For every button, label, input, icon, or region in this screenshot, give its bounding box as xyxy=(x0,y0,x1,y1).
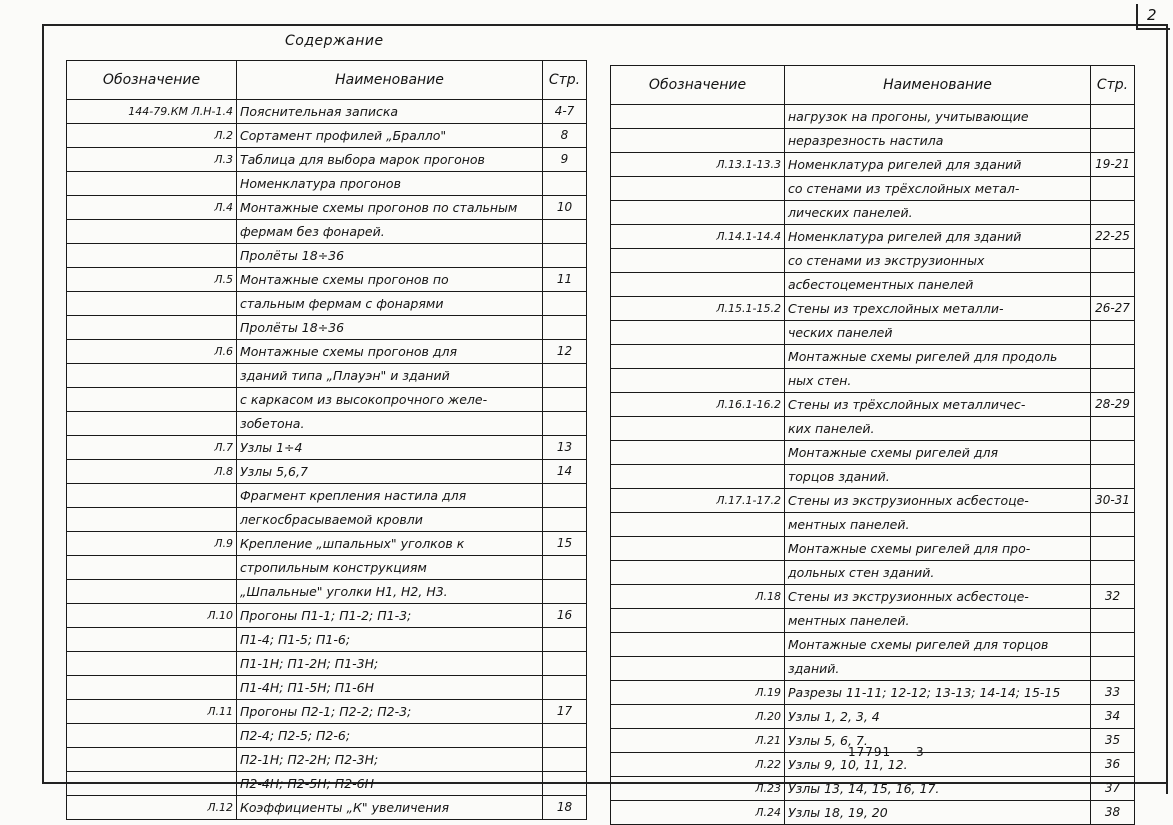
row-page xyxy=(1091,561,1135,585)
table-row xyxy=(611,177,1135,201)
table-row xyxy=(67,508,587,532)
drawing-frame-right-edge xyxy=(1166,24,1168,794)
table-row xyxy=(611,297,1135,321)
row-designation: Л.19 xyxy=(611,681,785,705)
table-row xyxy=(67,532,587,556)
contents-table-left xyxy=(66,60,587,820)
table-row xyxy=(611,225,1135,249)
table-row xyxy=(67,268,587,292)
row-name: Стены из экструзионных асбестоце- xyxy=(785,585,1091,609)
row-page xyxy=(1091,465,1135,489)
row-designation: Л.22 xyxy=(611,753,785,777)
row-name: Номенклатура прогонов xyxy=(237,172,543,196)
table-row xyxy=(611,465,1135,489)
row-name: Прогоны П2-1; П2-2; П2-3; xyxy=(237,700,543,724)
table-row xyxy=(611,153,1135,177)
row-page xyxy=(543,772,587,796)
row-page xyxy=(1091,657,1135,681)
table-row xyxy=(611,513,1135,537)
row-designation xyxy=(611,441,785,465)
header-page: Стр. xyxy=(543,61,587,100)
row-page xyxy=(1091,249,1135,273)
table-row xyxy=(67,604,587,628)
page-title: Содержание xyxy=(285,33,384,49)
row-page xyxy=(543,292,587,316)
table-row xyxy=(67,172,587,196)
row-page xyxy=(1091,633,1135,657)
row-designation: Л.24 xyxy=(611,801,785,825)
row-page: 16 xyxy=(543,604,587,628)
row-page xyxy=(1091,177,1135,201)
table-row xyxy=(67,676,587,700)
row-name: П1-1Н; П1-2Н; П1-3Н; xyxy=(237,652,543,676)
table-row xyxy=(67,748,587,772)
row-designation: Л.2 xyxy=(67,124,237,148)
row-page xyxy=(1091,609,1135,633)
row-name: Узлы 5, 6, 7. xyxy=(785,729,1091,753)
table-row xyxy=(611,129,1135,153)
row-page xyxy=(1091,105,1135,129)
row-page: 22-25 xyxy=(1091,225,1135,249)
row-name: П1-4; П1-5; П1-6; xyxy=(237,628,543,652)
row-designation xyxy=(611,177,785,201)
table-row xyxy=(67,412,587,436)
row-designation xyxy=(611,105,785,129)
row-designation xyxy=(67,556,237,580)
row-designation xyxy=(611,417,785,441)
row-page: 36 xyxy=(1091,753,1135,777)
header-name: Наименование xyxy=(237,61,543,100)
row-name: ментных панелей. xyxy=(785,513,1091,537)
row-page: 35 xyxy=(1091,729,1135,753)
row-designation xyxy=(67,484,237,508)
row-name: с каркасом из высокопрочного желе- xyxy=(237,388,543,412)
row-name: Монтажные схемы ригелей для xyxy=(785,441,1091,465)
row-designation xyxy=(611,369,785,393)
row-designation xyxy=(611,657,785,681)
row-name: зданий. xyxy=(785,657,1091,681)
row-name: П2-4Н; П2-5Н; П2-6Н xyxy=(237,772,543,796)
inventory-number: 17791 xyxy=(848,745,892,759)
table-row xyxy=(67,148,587,172)
row-name: асбестоцементных панелей xyxy=(785,273,1091,297)
row-designation xyxy=(611,345,785,369)
row-page xyxy=(543,364,587,388)
row-page xyxy=(1091,537,1135,561)
row-designation xyxy=(67,316,237,340)
footer-page-number: 3 xyxy=(916,745,925,759)
row-name: Крепление „шпальных" уголков к xyxy=(237,532,543,556)
row-page xyxy=(1091,201,1135,225)
table-row xyxy=(611,561,1135,585)
row-name: нагрузок на прогоны, учитывающие xyxy=(785,105,1091,129)
row-designation: Л.18 xyxy=(611,585,785,609)
row-name: Монтажные схемы прогонов для xyxy=(237,340,543,364)
header-designation: Обозначение xyxy=(67,61,237,100)
table-row xyxy=(67,772,587,796)
row-designation xyxy=(67,388,237,412)
row-page xyxy=(543,508,587,532)
row-designation: Л.20 xyxy=(611,705,785,729)
row-designation: Л.7 xyxy=(67,436,237,460)
table-row xyxy=(611,489,1135,513)
row-designation xyxy=(611,465,785,489)
row-designation xyxy=(611,513,785,537)
row-name: П2-4; П2-5; П2-6; xyxy=(237,724,543,748)
row-page xyxy=(543,412,587,436)
row-designation xyxy=(67,580,237,604)
row-page: 26-27 xyxy=(1091,297,1135,321)
sheet-number-box xyxy=(1136,4,1170,30)
row-page xyxy=(543,628,587,652)
row-page xyxy=(543,748,587,772)
row-designation: Л.13.1-13.3 xyxy=(611,153,785,177)
table-row xyxy=(611,249,1135,273)
row-designation xyxy=(611,633,785,657)
table-row xyxy=(67,556,587,580)
row-designation: Л.11 xyxy=(67,700,237,724)
row-name: Сортамент профилей „Бралло" xyxy=(237,124,543,148)
contents-left-body xyxy=(67,100,587,820)
table-row xyxy=(611,681,1135,705)
row-page: 4-7 xyxy=(543,100,587,124)
row-name: Таблица для выбора марок прогонов xyxy=(237,148,543,172)
row-designation: Л.16.1-16.2 xyxy=(611,393,785,417)
row-name: ментных панелей. xyxy=(785,609,1091,633)
table-row xyxy=(67,388,587,412)
table-row xyxy=(67,580,587,604)
header-designation: Обозначение xyxy=(611,66,785,105)
row-name: Узлы 5,6,7 xyxy=(237,460,543,484)
row-name: ких панелей. xyxy=(785,417,1091,441)
table-row xyxy=(67,196,587,220)
row-designation xyxy=(67,628,237,652)
table-row xyxy=(611,201,1135,225)
row-page: 19-21 xyxy=(1091,153,1135,177)
row-name: Коэффициенты „К" увеличения xyxy=(237,796,543,820)
table-row xyxy=(611,105,1135,129)
table-row xyxy=(611,801,1135,825)
table-row xyxy=(611,537,1135,561)
row-name: Узлы 1÷4 xyxy=(237,436,543,460)
row-designation: Л.3 xyxy=(67,148,237,172)
row-designation xyxy=(611,561,785,585)
row-designation xyxy=(67,292,237,316)
sheet-number: 2 xyxy=(1147,6,1157,24)
header-page: Стр. xyxy=(1091,66,1135,105)
row-name: Разрезы 11-11; 12-12; 13-13; 14-14; 15-15 xyxy=(785,681,1091,705)
row-designation xyxy=(67,244,237,268)
row-page: 33 xyxy=(1091,681,1135,705)
row-designation xyxy=(67,220,237,244)
row-page xyxy=(1091,129,1135,153)
row-page: 28-29 xyxy=(1091,393,1135,417)
table-row xyxy=(611,633,1135,657)
row-name: Узлы 9, 10, 11, 12. xyxy=(785,753,1091,777)
row-designation: Л.15.1-15.2 xyxy=(611,297,785,321)
table-row xyxy=(67,100,587,124)
row-designation xyxy=(67,676,237,700)
row-name: „Шпальные" уголки Н1, Н2, Н3. xyxy=(237,580,543,604)
row-page xyxy=(543,676,587,700)
row-designation xyxy=(611,249,785,273)
row-page: 18 xyxy=(543,796,587,820)
row-designation: 144-79.КМ Л.Н-1.4 xyxy=(67,100,237,124)
row-page: 32 xyxy=(1091,585,1135,609)
table-row xyxy=(611,777,1135,801)
row-page xyxy=(543,580,587,604)
row-name: Пролёты 18÷36 xyxy=(237,316,543,340)
table-row xyxy=(611,657,1135,681)
row-name: П1-4Н; П1-5Н; П1-6Н xyxy=(237,676,543,700)
row-designation xyxy=(611,321,785,345)
table-row xyxy=(611,441,1135,465)
table-row xyxy=(67,724,587,748)
row-designation xyxy=(67,508,237,532)
row-page: 34 xyxy=(1091,705,1135,729)
row-name: торцов зданий. xyxy=(785,465,1091,489)
row-name: со стенами из экструзионных xyxy=(785,249,1091,273)
row-name: ческих панелей xyxy=(785,321,1091,345)
row-page: 9 xyxy=(543,148,587,172)
row-name: Стены из трёхслойных металличес- xyxy=(785,393,1091,417)
table-row xyxy=(67,628,587,652)
contents-table-right xyxy=(610,65,1135,825)
table-row xyxy=(611,369,1135,393)
table-row xyxy=(611,345,1135,369)
row-name: Монтажные схемы ригелей для торцов xyxy=(785,633,1091,657)
table-row xyxy=(611,273,1135,297)
row-page: 12 xyxy=(543,340,587,364)
row-name: зданий типа „Плауэн" и зданий xyxy=(237,364,543,388)
row-name: Фрагмент крепления настила для xyxy=(237,484,543,508)
row-name: ных стен. xyxy=(785,369,1091,393)
row-designation xyxy=(67,724,237,748)
row-page xyxy=(543,388,587,412)
row-page: 8 xyxy=(543,124,587,148)
row-name: Номенклатура ригелей для зданий xyxy=(785,225,1091,249)
row-designation xyxy=(67,172,237,196)
table-row xyxy=(67,244,587,268)
row-page xyxy=(1091,417,1135,441)
row-page xyxy=(543,316,587,340)
row-page xyxy=(543,724,587,748)
row-page xyxy=(1091,441,1135,465)
table-row xyxy=(67,652,587,676)
footer-stamp xyxy=(848,745,925,759)
row-page: 37 xyxy=(1091,777,1135,801)
row-name: Стены из экструзионных асбестоце- xyxy=(785,489,1091,513)
row-name: Монтажные схемы прогонов по стальным xyxy=(237,196,543,220)
table-row xyxy=(611,321,1135,345)
table-row xyxy=(67,436,587,460)
row-page: 38 xyxy=(1091,801,1135,825)
row-name: Прогоны П1-1; П1-2; П1-3; xyxy=(237,604,543,628)
table-row xyxy=(67,124,587,148)
table-row xyxy=(67,364,587,388)
row-name: Монтажные схемы ригелей для продоль xyxy=(785,345,1091,369)
row-page: 10 xyxy=(543,196,587,220)
row-designation: Л.10 xyxy=(67,604,237,628)
row-name: лических панелей. xyxy=(785,201,1091,225)
row-page xyxy=(1091,513,1135,537)
row-designation: Л.12 xyxy=(67,796,237,820)
row-name: стропильным конструкциям xyxy=(237,556,543,580)
table-row xyxy=(67,340,587,364)
row-designation xyxy=(67,652,237,676)
row-designation xyxy=(67,772,237,796)
row-page xyxy=(1091,321,1135,345)
row-name: Узлы 18, 19, 20 xyxy=(785,801,1091,825)
row-page: 30-31 xyxy=(1091,489,1135,513)
table-row xyxy=(611,417,1135,441)
table-row xyxy=(67,316,587,340)
row-page xyxy=(543,484,587,508)
row-designation: Л.23 xyxy=(611,777,785,801)
row-page xyxy=(543,556,587,580)
row-designation: Л.8 xyxy=(67,460,237,484)
row-name: дольных стен зданий. xyxy=(785,561,1091,585)
row-page xyxy=(543,652,587,676)
row-designation: Л.17.1-17.2 xyxy=(611,489,785,513)
row-page xyxy=(1091,369,1135,393)
table-row xyxy=(67,292,587,316)
table-row xyxy=(67,700,587,724)
table-row xyxy=(67,220,587,244)
row-designation: Л.4 xyxy=(67,196,237,220)
row-page: 13 xyxy=(543,436,587,460)
row-designation xyxy=(611,273,785,297)
row-page xyxy=(543,172,587,196)
row-name: зобетона. xyxy=(237,412,543,436)
row-name: фермам без фонарей. xyxy=(237,220,543,244)
row-designation: Л.9 xyxy=(67,532,237,556)
row-name: Пролёты 18÷36 xyxy=(237,244,543,268)
row-page: 17 xyxy=(543,700,587,724)
row-name: Стены из трехслойных металли- xyxy=(785,297,1091,321)
row-designation xyxy=(67,364,237,388)
row-designation xyxy=(611,201,785,225)
row-name: Монтажные схемы прогонов по xyxy=(237,268,543,292)
contents-right-body xyxy=(611,105,1135,825)
row-page: 11 xyxy=(543,268,587,292)
row-designation xyxy=(67,748,237,772)
header-name: Наименование xyxy=(785,66,1091,105)
row-name: Узлы 1, 2, 3, 4 xyxy=(785,705,1091,729)
table-row xyxy=(67,460,587,484)
row-designation xyxy=(611,537,785,561)
row-name: Пояснительная записка xyxy=(237,100,543,124)
row-name: Узлы 13, 14, 15, 16, 17. xyxy=(785,777,1091,801)
row-page xyxy=(543,220,587,244)
row-designation: Л.14.1-14.4 xyxy=(611,225,785,249)
row-name: Монтажные схемы ригелей для про- xyxy=(785,537,1091,561)
row-name: легкосбрасываемой кровли xyxy=(237,508,543,532)
row-name: неразрезность настила xyxy=(785,129,1091,153)
table-row xyxy=(67,796,587,820)
row-page: 14 xyxy=(543,460,587,484)
row-page xyxy=(1091,273,1135,297)
row-name: со стенами из трёхслойных метал- xyxy=(785,177,1091,201)
row-designation: Л.6 xyxy=(67,340,237,364)
row-page xyxy=(1091,345,1135,369)
row-name: Номенклатура ригелей для зданий xyxy=(785,153,1091,177)
row-name: П2-1Н; П2-2Н; П2-3Н; xyxy=(237,748,543,772)
row-page: 15 xyxy=(543,532,587,556)
row-designation: Л.5 xyxy=(67,268,237,292)
table-row xyxy=(611,609,1135,633)
table-row xyxy=(611,585,1135,609)
row-name: стальным фермам с фонарями xyxy=(237,292,543,316)
row-designation xyxy=(611,609,785,633)
row-designation xyxy=(67,412,237,436)
row-designation: Л.21 xyxy=(611,729,785,753)
table-row xyxy=(611,393,1135,417)
table-row xyxy=(67,484,587,508)
row-designation xyxy=(611,129,785,153)
table-row xyxy=(611,705,1135,729)
row-page xyxy=(543,244,587,268)
